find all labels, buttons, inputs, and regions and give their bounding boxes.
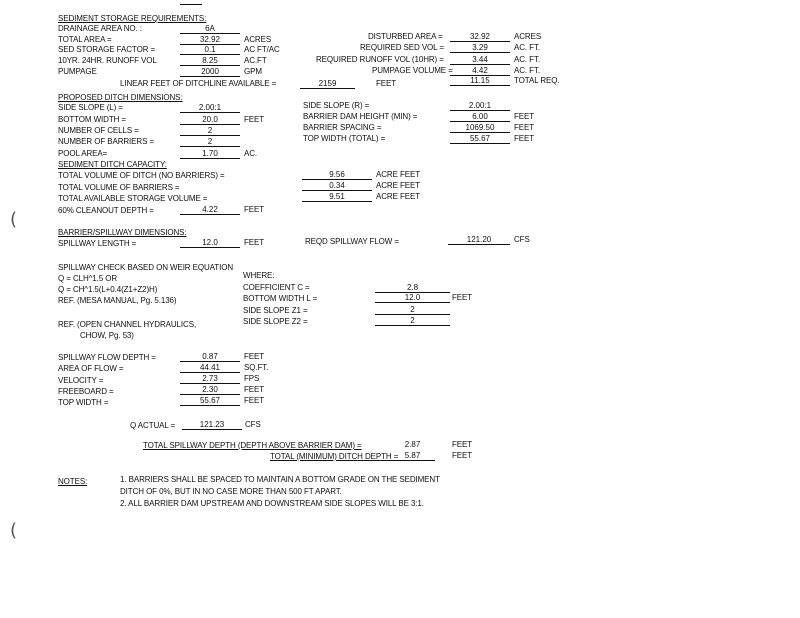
q-actual-unit: CFS [245, 420, 261, 429]
reqd-flow-label: REQD SPILLWAY FLOW = [305, 237, 399, 246]
available-vol-value: 9.51 [302, 192, 372, 202]
bottom-width-unit: FEET [244, 115, 265, 124]
runoff-label: 10YR. 24HR. RUNOFF VOL [58, 56, 157, 65]
drainage-area-no-value: 6A [180, 24, 240, 34]
bottom-width-label: BOTTOM WIDTH = [58, 115, 127, 124]
sed-factor-unit: AC FT/AC [244, 45, 280, 54]
pump-vol-unit: AC. FT. [514, 66, 540, 75]
total-area-label: TOTAL AREA = [58, 35, 112, 44]
flow-area-value: 44.41 [180, 363, 240, 373]
req-sed-label: REQUIRED SED VOL = [360, 43, 444, 52]
coefficient-value: 2.8 [375, 283, 450, 293]
side-slope-r-value: 2.00:1 [450, 101, 510, 111]
drainage-area-no-label: DRAINAGE AREA NO. : [58, 24, 142, 33]
barriers-vol-label: TOTAL VOLUME OF BARRIERS = [58, 183, 180, 192]
dam-height-value: 6.00 [450, 112, 510, 122]
binder-hole-mark-bottom: ( [10, 520, 18, 541]
q-actual-value: 121.23 [182, 420, 242, 430]
available-vol-unit: ACRE FEET [376, 192, 420, 201]
freeboard-unit: FEET [244, 385, 265, 394]
min-ditch-depth-label: TOTAL (MINIMUM) DITCH DEPTH = [270, 452, 399, 461]
freeboard-value: 2.30 [180, 385, 240, 395]
flow-depth-value: 0.87 [180, 352, 240, 362]
total-area-value: 32.92 [180, 35, 240, 45]
barriers-label: NUMBER OF BARRIERS = [58, 137, 155, 146]
top-width-label: TOP WIDTH (TOTAL) = [303, 134, 386, 143]
linear-feet-value: 2159 [300, 79, 355, 89]
weir-bottom-width-label: BOTTOM WIDTH L = [243, 294, 318, 303]
total-ditch-vol-value: 9.56 [302, 170, 372, 180]
note-2: 2. ALL BARRIER DAM UPSTREAM AND DOWNSTREAM SIDE SLOPES WILL BE 3:1. [120, 499, 424, 508]
cleanout-depth-label: 60% CLEANOUT DEPTH = [58, 206, 154, 215]
weir-check-line: SPILLWAY CHECK BASED ON WEIR EQUATION [58, 263, 233, 272]
side-slope-z1-value: 2 [375, 305, 450, 315]
note-1-line-2: DITCH OF 0%, BUT IN NO CASE MORE THAN 500 FT APART. [120, 487, 342, 496]
flow-depth-unit: FEET [244, 352, 265, 361]
dam-height-label: BARRIER DAM HEIGHT (MIN) = [303, 112, 418, 121]
reference-2: REF. (OPEN CHANNEL HYDRAULICS, [58, 320, 197, 329]
side-slope-r-label: SIDE SLOPE (R) = [303, 101, 370, 110]
pool-area-unit: AC. [244, 149, 258, 158]
flow-depth-label: SPILLWAY FLOW DEPTH = [58, 353, 156, 362]
note-1-line-1: 1. BARRIERS SHALL BE SPACED TO MAINTAIN A BOTTOM GRADE ON THE SEDIMENT [120, 475, 440, 484]
ditch-heading: PROPOSED DITCH DIMENSIONS: [58, 93, 183, 102]
cleanout-depth-value: 4.22 [180, 205, 240, 215]
binder-hole-mark-top: ( [10, 209, 18, 230]
total-ditch-vol-unit: ACRE FEET [376, 170, 420, 179]
coefficient-label: COEFFICIENT C = [243, 283, 310, 292]
reference-1: REF. (MESA MANUAL, Pg. 5.136) [58, 296, 177, 305]
reference-3: CHOW, Pg. 53) [80, 331, 134, 340]
side-slope-l-label: SIDE SLOPE (L) = [58, 103, 123, 112]
available-vol-label: TOTAL AVAILABLE STORAGE VOLUME = [58, 194, 208, 203]
spillway-length-unit: FEET [244, 238, 265, 247]
where-label: WHERE: [243, 271, 275, 280]
side-slope-l-value: 2.00:1 [180, 103, 240, 113]
spacing-value: 1069.50 [450, 123, 510, 133]
spill-top-width-unit: FEET [244, 396, 265, 405]
req-runoff-unit: AC. FT. [514, 55, 540, 64]
top-rule [180, 4, 202, 5]
total-spillway-depth-unit: FEET [452, 440, 473, 449]
total-area-unit: ACRES [244, 35, 272, 44]
min-ditch-depth-unit: FEET [452, 451, 473, 460]
cells-value: 2 [180, 126, 240, 136]
storage-heading: SEDIMENT STORAGE REQUIREMENTS: [58, 14, 207, 23]
equation-2: Q = CH^1.5(L+0.4(Z1+Z2)H) [58, 285, 158, 294]
disturbed-unit: ACRES [514, 32, 542, 41]
side-slope-z1-label: SIDE SLOPE Z1 = [243, 306, 308, 315]
cells-label: NUMBER OF CELLS = [58, 126, 139, 135]
total-ditch-vol-label: TOTAL VOLUME OF DITCH (NO BARRIERS) = [58, 171, 225, 180]
spacing-label: BARRIER SPACING = [303, 123, 382, 132]
bottom-width-value: 20.0 [180, 115, 240, 125]
notes-heading: NOTES: [58, 477, 88, 486]
side-slope-z2-label: SIDE SLOPE Z2 = [243, 317, 308, 326]
pool-area-label: POOL AREA= [58, 149, 108, 158]
barriers-vol-value: 0.34 [302, 181, 372, 191]
spill-top-width-label: TOP WIDTH = [58, 398, 109, 407]
spillway-length-value: 12.0 [180, 238, 240, 248]
pumpage-unit: GPM [244, 67, 262, 76]
spillway-heading: BARRIER/SPILLWAY DIMENSIONS: [58, 228, 187, 237]
pumpage-value: 2000 [180, 67, 240, 77]
velocity-label: VELOCITY = [58, 376, 104, 385]
flow-area-unit: SQ.FT. [244, 363, 269, 372]
velocity-value: 2.73 [180, 374, 240, 384]
pump-vol-label: PUMPAGE VOLUME = [372, 66, 453, 75]
sed-factor-label: SED STORAGE FACTOR = [58, 45, 156, 54]
reqd-flow-value: 121.20 [448, 235, 510, 245]
total-spillway-depth-label: TOTAL SPILLWAY DEPTH (DEPTH ABOVE BARRIER DAM) = [143, 441, 362, 450]
equation-1: Q = CLH^1.5 OR [58, 274, 118, 283]
req-sed-value: 3.29 [450, 43, 510, 53]
disturbed-value: 32.92 [450, 32, 510, 42]
pump-vol-value: 4.42 [450, 66, 510, 76]
top-width-value: 55.67 [450, 134, 510, 144]
capacity-heading: SEDIMENT DITCH CAPACITY: [58, 160, 167, 169]
pumpage-label: PUMPAGE [58, 67, 97, 76]
min-ditch-depth-value: 5.87 [390, 451, 435, 461]
req-runoff-value: 3.44 [450, 55, 510, 65]
spacing-unit: FEET [514, 123, 535, 132]
total-req-label: TOTAL REQ. [514, 76, 560, 85]
q-actual-label: Q ACTUAL = [130, 421, 176, 430]
sed-factor-value: 0.1 [180, 45, 240, 55]
req-runoff-label: REQUIRED RUNOFF VOL (10HR) = [316, 55, 444, 64]
side-slope-z2-value: 2 [375, 316, 450, 326]
disturbed-label: DISTURBED AREA = [368, 32, 443, 41]
runoff-unit: AC.FT [244, 56, 267, 65]
spill-top-width-value: 55.67 [180, 396, 240, 406]
linear-feet-label: LINEAR FEET OF DITCHLINE AVAILABLE = [120, 79, 277, 88]
reqd-flow-unit: CFS [514, 235, 530, 244]
runoff-value: 8.25 [180, 56, 240, 66]
barriers-value: 2 [180, 137, 240, 147]
linear-feet-unit: FEET [376, 79, 397, 88]
cleanout-depth-unit: FEET [244, 205, 265, 214]
top-width-unit: FEET [514, 134, 535, 143]
spillway-length-label: SPILLWAY LENGTH = [58, 239, 137, 248]
req-sed-unit: AC. FT. [514, 43, 540, 52]
flow-area-label: AREA OF FLOW = [58, 364, 124, 373]
freeboard-label: FREEBOARD = [58, 387, 114, 396]
weir-bottom-width-value: 12.0 [375, 293, 450, 303]
pool-area-value: 1.70 [180, 149, 240, 159]
barriers-vol-unit: ACRE FEET [376, 181, 420, 190]
dam-height-unit: FEET [514, 112, 535, 121]
total-req-value: 11.15 [450, 76, 510, 86]
total-spillway-depth-value: 2.87 [404, 440, 421, 449]
weir-bottom-width-unit: FEET [452, 293, 473, 302]
velocity-unit: FPS [244, 374, 260, 383]
